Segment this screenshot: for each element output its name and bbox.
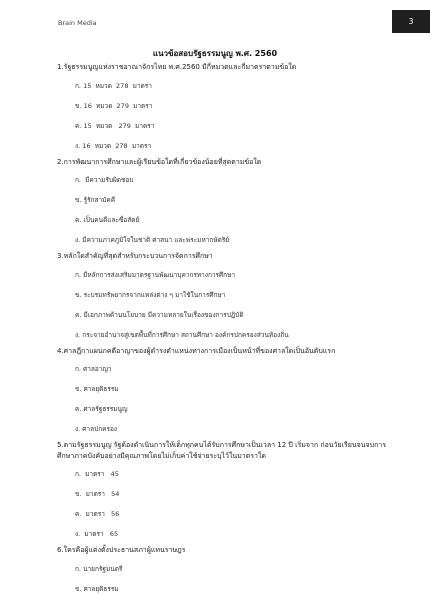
answer-option: ง. 16 หมวด 278 มาตรา [75, 141, 152, 150]
answer-option: ง. กระจายอำนาจสู่เขตพื้นที่การศึกษา สถานศึกษา องค์กรปกครองส่วนท้องถิ่น [75, 330, 289, 339]
answer-option: ค. ศาลรัฐธรรมนูญ [75, 405, 128, 413]
brand-name: Brain Media [58, 19, 97, 27]
answer-option: ก. นายกรัฐมนตรี [75, 564, 123, 573]
answer-option: ข. ระบรมทรัพยากรจากแหล่งต่าง ๆ มาใช้ในการศึกษา [75, 290, 226, 299]
question-text: 5.ตามรัฐธรรมนูญ รัฐต้องดำเนินการให้เด็กทุกคนได้รับการศึกษาเป็นเวลา 12 ปี เริ่มจาก ก่อนวัยเรียนจนจบการศึกษาภาคบังคับอย่างมีคุณภาพโดยไม่เก็บค่าใช้จ่ายระบุไว้ในมาตราใด [57, 441, 386, 460]
answer-option: ง. ศาลปกครอง [75, 425, 118, 433]
answer-option: ค. มีเอกภาพด้านนโยบาย มีความหลายในเรื่องของการปฏิบัติ [75, 310, 244, 319]
answer-option: ค. 15 หมวด 279 มาตรา [75, 121, 155, 130]
answer-option: ก. มาตรา 45 [75, 470, 119, 478]
question-text: 2.การพัฒนาการศึกษาและผู้เรียนข้อใดที่เกี่ยวข้องน้อยที่สุดตามข้อใด [57, 157, 262, 166]
answer-option: ค. เป็นคนดีและซื่อสัตย์ [75, 216, 140, 224]
answer-option: ข. 16 หมวด 279 มาตรา [75, 101, 153, 110]
answer-option: ข. ศาลยุติธรรม [75, 584, 119, 593]
answer-option: ข. มาตรา 54 [75, 490, 120, 498]
document-title: แนวข้อสอบรัฐธรรมนูญ พ.ศ. 2560 [152, 49, 278, 58]
answer-option: ข. รู้รักสามัคคี [75, 196, 116, 204]
question-text: 1.รัฐธรรมนูญแห่งราชอาณาจักรไทย พ.ศ.2560 มีกี่หมวดและกี่มาตราตามข้อใด [57, 63, 297, 71]
question-text: 4.ศาลฎีกาแผนกคดีอาญาของผู้ดำรงตำแหน่งทางการเมืองเป็นหน้าที่ของศาลใดเป็นอันดับแรก [57, 346, 336, 355]
page-header [0, 0, 430, 34]
answer-option: ง. มีความภาคภูมิใจในชาติ ศาสนา และพระมหากษัตริย์ [75, 236, 230, 244]
page-number-badge: 3 [392, 10, 430, 33]
answer-option: ข. ศาลยุติธรรม [75, 385, 119, 393]
answer-option: ก. มีหลักการส่งเสริมมาตรฐานพัฒนาบุคากรทางการศึกษา [75, 270, 236, 279]
answer-option: ก. ศาลอาญา [75, 365, 112, 373]
question-text: 6.ใครคือผู้แต่งตั้งประธานสภาผู้แทนราษฎร [57, 546, 186, 554]
answer-option: ค. มาตรา 56 [75, 510, 120, 518]
answer-option: ง. มาตรา 65 [75, 530, 119, 538]
answer-option: ก. 15 หมวด 278 มาตรา [75, 81, 152, 90]
answer-option: ก. มีความรับผิดชอบ [75, 176, 134, 184]
question-text: 3.หลักใดสำคัญที่สุดสำหรับกระบวนการจัดการศึกษา [57, 252, 213, 260]
question-list [57, 62, 387, 594]
